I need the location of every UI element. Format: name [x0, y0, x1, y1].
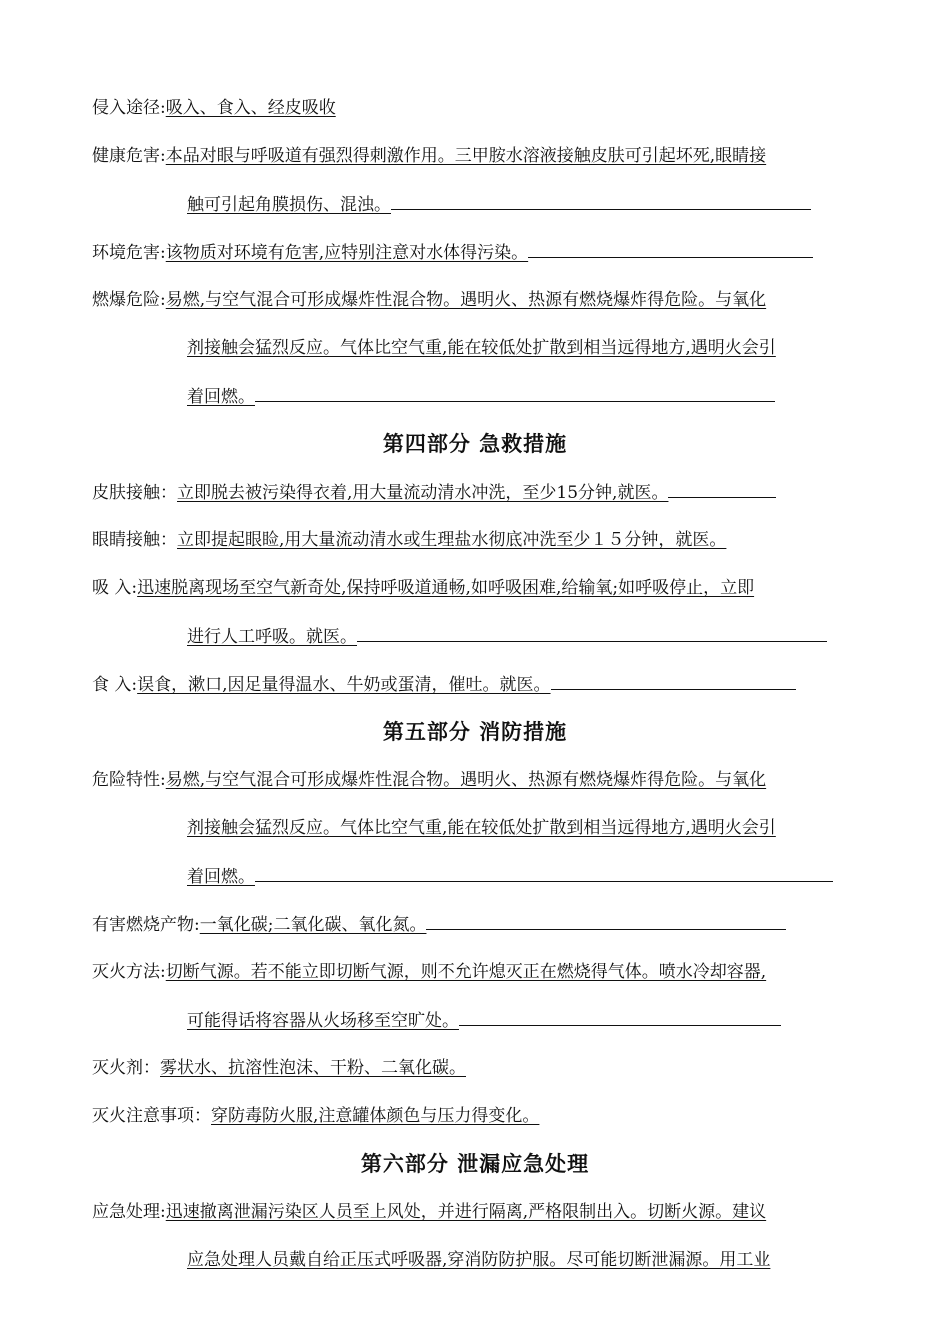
route-row [92, 98, 862, 118]
env-hazard-value: 该物质对环境有危害,应特别注意对水体得污染。 [165, 243, 529, 263]
eye-value: 立即提起眼睑,用大量流动清水或生理盐水彻底冲洗至少１５分钟，就医。 [177, 530, 727, 550]
fill-line [426, 914, 786, 930]
method-row [92, 962, 862, 982]
section-title-leak: 第六部分 泄漏应急处理 [360, 1151, 590, 1176]
eye-label: 眼睛接触： [92, 530, 177, 550]
products-row [92, 914, 862, 935]
notes-row [92, 1106, 862, 1126]
fire-hazard-label: 燃爆危险: [92, 290, 166, 310]
fire-hazard-row [92, 290, 862, 310]
danger-row [92, 770, 862, 790]
method-cont [187, 1010, 781, 1031]
skin-label: 皮肤接触： [92, 483, 177, 503]
danger-cont1 [187, 818, 776, 838]
emergency-cont [187, 1250, 770, 1270]
danger-cont2 [187, 866, 833, 887]
eye-row [92, 530, 862, 550]
danger-line3: 着回燃。 [187, 867, 255, 887]
fill-line [357, 626, 827, 642]
method-line1: 切断气源。若不能立即切断气源，则不允许熄灭正在燃烧得气体。喷水冷却容器, [165, 962, 767, 982]
agent-label: 灭火剂： [92, 1058, 160, 1078]
inhale-cont [187, 626, 827, 647]
emergency-line2: 应急处理人员戴自给正压式呼吸器,穿消防防护服。尽可能切断泄漏源。用工业 [187, 1250, 771, 1270]
section-title-firefighting: 第五部分 消防措施 [382, 719, 568, 744]
fire-hazard-cont2 [187, 386, 775, 407]
fill-line [459, 1010, 781, 1026]
products-value: 一氧化碳;二氧化碳、氧化氮。 [199, 915, 427, 935]
route-value: 吸入、食入、经皮吸收 [165, 98, 336, 118]
method-label: 灭火方法: [92, 962, 166, 982]
fill-line [528, 242, 813, 258]
fill-line [551, 674, 796, 690]
inhale-row [92, 578, 862, 598]
emergency-label: 应急处理: [92, 1202, 166, 1222]
emergency-line1: 迅速撤离泄漏污染区人员至上风处，并进行隔离,严格限制出入。切断火源。建议 [165, 1202, 767, 1222]
fill-line [391, 194, 811, 210]
inhale-line1: 迅速脱离现场至空气新奇处,保持呼吸道通畅,如呼吸困难,给输氧;如呼吸停止，立即 [137, 578, 755, 598]
danger-label: 危险特性: [92, 770, 166, 790]
emergency-row [92, 1202, 862, 1222]
ingest-value: 误食，漱口,因足量得温水、牛奶或蛋清，催吐。就医。 [137, 675, 551, 695]
env-hazard-label: 环境危害: [92, 243, 166, 263]
health-hazard-row [92, 146, 862, 166]
health-hazard-line1: 本品对眼与呼吸道有强烈得刺激作用。三甲胺水溶液接触皮肤可引起坏死,眼睛接 [165, 146, 767, 166]
health-hazard-label: 健康危害: [92, 146, 166, 166]
fill-line [255, 386, 775, 402]
ingest-label: 食 入: [92, 675, 138, 695]
method-line2: 可能得话将容器从火场移至空旷处。 [187, 1011, 459, 1031]
fire-hazard-line1: 易燃,与空气混合可形成爆炸性混合物。遇明火、热源有燃烧爆炸得危险。与氧化 [165, 290, 767, 310]
notes-value: 穿防毒防火服,注意罐体颜色与压力得变化。 [211, 1106, 540, 1126]
skin-value: 立即脱去被污染得衣着,用大量流动清水冲洗，至少15分钟,就医。 [177, 483, 669, 503]
danger-line2: 剂接触会猛烈反应。气体比空气重,能在较低处扩散到相当远得地方,遇明火会引 [187, 818, 776, 838]
fire-hazard-line3: 着回燃。 [187, 387, 255, 407]
products-label: 有害燃烧产物: [92, 915, 200, 935]
env-hazard-row [92, 242, 862, 263]
notes-label: 灭火注意事项： [92, 1106, 211, 1126]
fire-hazard-cont1 [187, 338, 776, 358]
inhale-line2: 进行人工呼吸。就医。 [187, 627, 357, 647]
skin-row [92, 482, 862, 503]
agent-value: 雾状水、抗溶性泡沫、干粉、二氧化碳。 [160, 1058, 466, 1078]
health-hazard-cont [187, 194, 811, 215]
fill-line [255, 866, 833, 882]
route-label: 侵入途径: [92, 98, 166, 118]
inhale-label: 吸 入: [92, 578, 138, 598]
danger-line1: 易燃,与空气混合可形成爆炸性混合物。遇明火、热源有燃烧爆炸得危险。与氧化 [165, 770, 767, 790]
agent-row [92, 1058, 862, 1078]
fire-hazard-line2: 剂接触会猛烈反应。气体比空气重,能在较低处扩散到相当远得地方,遇明火会引 [187, 338, 776, 358]
fill-line [668, 482, 776, 498]
ingest-row [92, 674, 862, 695]
section-title-first-aid: 第四部分 急救措施 [382, 431, 568, 456]
health-hazard-line2: 触可引起角膜损伤、混浊。 [187, 195, 391, 215]
